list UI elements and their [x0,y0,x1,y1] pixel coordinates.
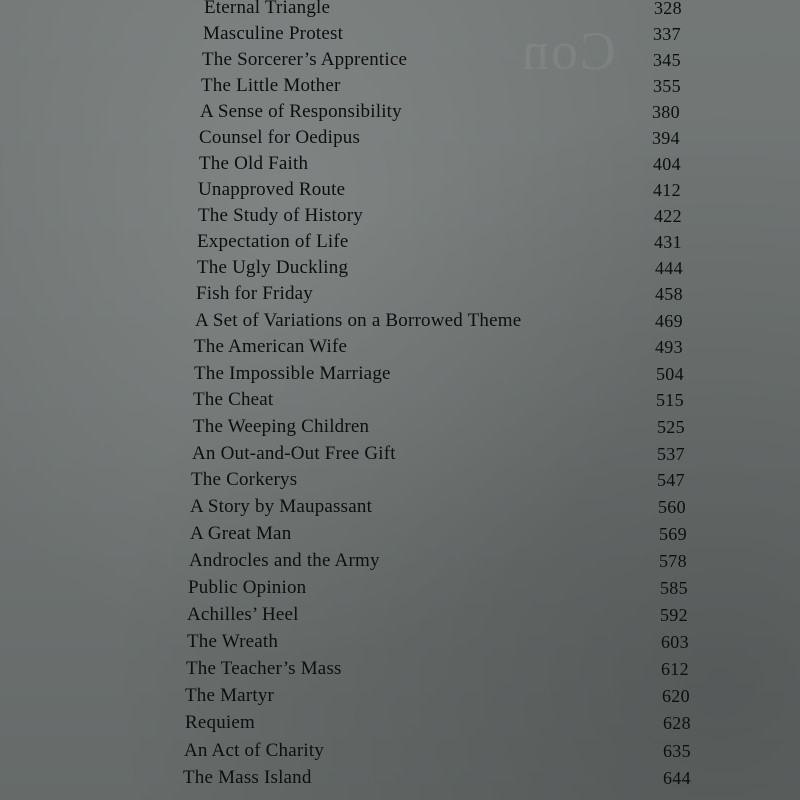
toc-entry-page: 394 [652,128,680,148]
toc-entry-page: 345 [653,50,681,70]
toc-entry-title: Unapproved Route [198,179,346,200]
toc-entry-page: 444 [655,258,683,278]
toc-entry-page: 603 [661,632,689,652]
toc-entry-page: 431 [654,232,682,252]
toc-entry-title: A Sense of Responsibility [200,101,402,122]
toc-entry-title: The Weeping Children [193,416,370,437]
toc-entry-page: 578 [659,551,687,571]
toc-entry-title: An Act of Charity [184,740,325,761]
toc-entry-page: 585 [660,578,688,598]
toc-entry-page: 537 [657,444,685,464]
toc-entry-page: 620 [662,686,690,706]
toc-entry-title: Expectation of Life [197,231,349,252]
toc-entry-page: 337 [653,24,681,44]
toc-entry-title: The Study of History [198,205,363,226]
toc-entry-page: 422 [654,206,682,226]
toc-entry-page: 328 [654,0,682,18]
toc-entry-page: 525 [657,417,685,437]
toc-entry-page: 504 [656,364,684,384]
toc-entry-title: An Out-and-Out Free Gift [192,443,396,464]
toc-entry-title: Fish for Friday [196,283,313,304]
toc-entry-page: 560 [658,497,686,517]
toc-entry-page: 380 [652,102,680,122]
toc-entry-page: 569 [659,524,687,544]
toc-entry-title: The American Wife [194,336,348,357]
toc-entry-title: The Old Faith [199,153,309,174]
toc-entry-page: 493 [655,337,683,357]
toc-entry-title: The Cheat [193,389,274,410]
toc-entry-title: Public Opinion [188,577,307,598]
toc-entry-page: 628 [663,713,691,733]
toc-entry-page: 458 [655,284,683,304]
toc-entry-title: A Set of Variations on a Borrowed Theme [195,310,522,331]
show-through-text: Con [520,21,617,81]
toc-entry-title: The Ugly Duckling [197,257,349,278]
toc-entry-title: The Impossible Marriage [194,363,391,384]
toc-entry-page: 612 [661,659,689,679]
toc-entry-page: 355 [653,76,681,96]
toc-entry-page: 635 [663,741,691,761]
toc-entry-title: The Corkerys [191,469,298,490]
toc-entry-title: Counsel for Oedipus [199,127,361,148]
toc-entry-title: The Sorcerer’s Apprentice [202,49,408,70]
toc-entry-page: 547 [657,470,685,490]
toc-entry-page: 404 [653,154,681,174]
toc-entry-title: A Great Man [190,523,292,544]
toc-entry-title: The Mass Island [183,767,312,788]
toc-entry-title: Androcles and the Army [189,550,380,571]
toc-entry-title: A Story by Maupassant [190,496,373,517]
toc-entry-title: The Teacher’s Mass [186,658,342,679]
toc-entry-page: 469 [655,311,683,331]
toc-entry-title: Eternal Triangle [204,0,331,18]
toc-entry-page: 592 [660,605,688,625]
toc-entry-title: Achilles’ Heel [187,604,299,625]
toc-entry-page: 644 [663,768,691,788]
toc-entry-page: 515 [656,390,684,410]
toc-entry-title: The Little Mother [201,75,341,96]
toc-entry-title: The Martyr [185,685,275,706]
toc-entry-title: The Wreath [187,631,279,652]
toc-entry-title: Masculine Protest [203,23,344,44]
toc-entry-title: Requiem [185,712,255,733]
toc-entry-page: 412 [653,180,681,200]
